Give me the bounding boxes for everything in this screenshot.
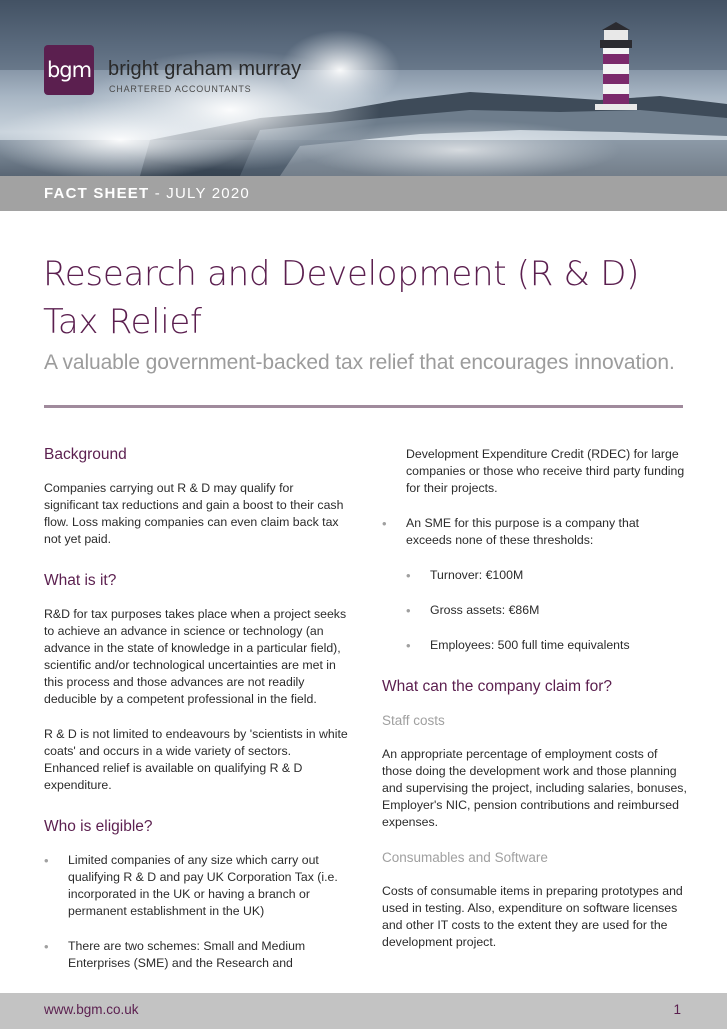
bgm-logo: bgm	[44, 45, 94, 95]
consumables-heading: Consumables and Software	[382, 850, 548, 865]
title-line-2: Tax Relief	[43, 302, 202, 342]
list-item: • An SME for this purpose is a company that exceeds none of these thresholds:	[382, 515, 687, 549]
sme-list	[382, 515, 687, 549]
eligibility-list	[44, 852, 349, 972]
firm-name: bright graham murray	[108, 58, 302, 80]
threshold-employees: • Employees: 500 full time equivalents	[406, 637, 687, 654]
consumables-text: Costs of consumable items in preparing prototypes and used in testing. Also, expenditure on software licenses and other IT costs to the extent they are used for the development project.	[382, 884, 683, 949]
who-is-eligible-heading: Who is eligible?	[44, 818, 153, 835]
left-column	[44, 446, 349, 990]
sheet-label: FACT SHEET	[44, 185, 150, 202]
what-is-it-paragraph-2: R & D is not limited to endeavours by 'scientists in white coats' and occurs in a wide variety of sectors. Enhanced relief is available on qualifying R & D expenditure.	[44, 727, 348, 792]
what-is-it-heading: What is it?	[44, 572, 117, 589]
right-column	[382, 446, 687, 969]
page-subtitle: A valuable government-backed tax relief that encourages innovation.	[44, 351, 675, 374]
page-number: 1	[673, 1002, 681, 1017]
background-heading: Background	[44, 446, 127, 463]
title-line-1: Research and Development (R & D)	[43, 254, 640, 294]
staff-costs-text: An appropriate percentage of employment costs of those doing the development work and those planning and supervising the project, including salaries, bonuses, Employer's NIC, pension contributions and reimbursed expenses.	[382, 747, 687, 829]
rdec-continued-text: Development Expenditure Credit (RDEC) for large companies or those who receive third party funding for their projects.	[406, 447, 685, 495]
page-footer	[0, 993, 727, 1029]
list-item: • There are two schemes: Small and Medium Enterprises (SME) and the Research and	[44, 938, 349, 972]
threshold-turnover: • Turnover: €100M	[406, 567, 687, 584]
page-title	[43, 250, 683, 346]
header-banner	[0, 0, 727, 176]
title-divider	[44, 405, 683, 408]
firm-subtitle: CHARTERED ACCOUNTANTS	[109, 84, 252, 94]
claim-heading: What can the company claim for?	[382, 678, 613, 695]
what-is-it-paragraph-1: R&D for tax purposes takes place when a project seeks to achieve an advance in science or technology (an advance in the state of knowledge in a particular field), scientific and/or technological uncertainties are met in this process and those advances are not readily deducible by a competent professional in the field.	[44, 607, 347, 706]
threshold-gross-assets: • Gross assets: €86M	[406, 602, 687, 619]
list-item: • Limited companies of any size which carry out qualifying R & D and pay UK Corporation Tax (i.e. incorporated in the UK or having a branch or permanent establishment in the UK)	[44, 852, 349, 920]
background-text: Companies carrying out R & D may qualify for significant tax reductions and gain a boost to their cash flow. Loss making companies can even claim back tax not yet paid.	[44, 481, 344, 546]
staff-costs-heading: Staff costs	[382, 713, 445, 728]
website-link[interactable]: www.bgm.co.uk	[44, 1002, 139, 1017]
fact-sheet-strip	[0, 176, 727, 211]
sheet-date: - JULY 2020	[154, 185, 250, 202]
threshold-list	[382, 567, 687, 654]
